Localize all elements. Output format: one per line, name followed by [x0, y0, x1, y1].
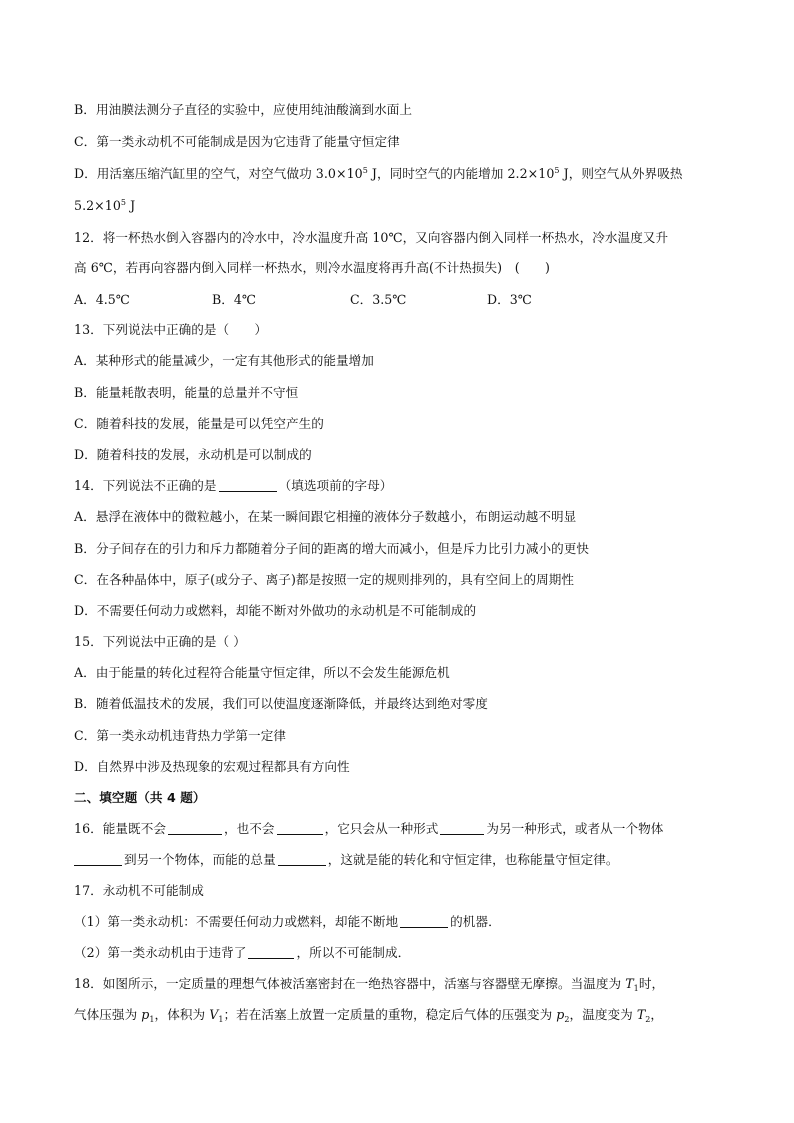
answer-blank — [400, 914, 448, 928]
answer-blank — [278, 852, 326, 866]
q17-stem: 17．永动机不可能制成 — [74, 883, 204, 898]
q16-line1: 16．能量既不会 ，也不会 ，它只会从一种形式 为另一种形式，或者从一个物体 — [74, 821, 664, 836]
q13-option-c: C．随着科技的发展，能量是可以凭空产生的 — [74, 416, 324, 431]
q12-option-c: C．3.5℃ — [350, 292, 407, 307]
q14-option-d: D．不需要任何动力或燃料，却能不断对外做功的永动机是不可能制成的 — [74, 603, 477, 618]
q16-line2: 到另一个物体，而能的总量 ，这就是能的转化和守恒定律，也称能量守恒定律。 — [74, 850, 724, 870]
q18-line1: 18．如图所示，一定质量的理想气体被活塞密封在一绝热容器中，活塞与容器壁无摩擦。当温度为 $T_1$时， — [74, 976, 665, 993]
q13-stem: 13．下列说法中正确的是（ ） — [74, 322, 268, 337]
q12-option-b: B．4℃ — [212, 292, 256, 307]
answer-blank — [219, 478, 277, 492]
section-heading-fill-in: 二、填空题（共 4 题） — [74, 790, 206, 805]
q18-line2: 气体压强为 $p_1$，体积为 $V_1$；若在活塞上放置一定质量的重物，稳定后气体的压强变为 $p_2$，温度变为 $T_2$， — [74, 1007, 664, 1024]
q12-options — [74, 290, 724, 310]
q13-option-d: D．随着科技的发展，永动机是可以制成的 — [74, 447, 312, 462]
q14-option-c: C．在各种晶体中，原子(或分子、离子)都是按照一定的规则排列的，具有空间上的周期性 — [74, 572, 575, 587]
q15-option-a: A．由于能量的转化过程符合能量守恒定律，所以不会发生能源危机 — [74, 665, 450, 680]
q15-option-b: B．随着低温技术的发展，我们可以使温度逐渐降低，并最终达到绝对零度 — [74, 696, 488, 711]
q11-option-d-cont: $5.2\times 10^5$ J — [74, 198, 136, 213]
q14-stem: 14．下列说法不正确的是 （填选项前的字母） — [74, 478, 393, 493]
q14-option-b: B．分子间存在的引力和斥力都随着分子间的距离的增大而减小，但是斥力比引力减小的更快 — [74, 541, 590, 556]
answer-blank — [74, 852, 122, 866]
q11-option-d: D．用活塞压缩汽缸里的空气，对空气做功 $3.0\times 10^5$ J，同时空气的内能增加 $2.2\times 10^5$ J，则空气从外界吸热 — [74, 166, 683, 181]
q13-option-b: B．能量耗散表明，能量的总量并不守恒 — [74, 385, 299, 400]
answer-blank — [168, 821, 222, 835]
q11-option-b: B．用油膜法测分子直径的实验中，应使用纯油酸滴到水面上 — [74, 102, 413, 117]
q12-option-d: D．3℃ — [487, 292, 532, 307]
q15-stem: 15．下列说法中正确的是（ ） — [74, 634, 246, 649]
q14-option-a: A．悬浮在液体中的微粒越小，在某一瞬间跟它相撞的液体分子数越小，布朗运动越不明显 — [74, 509, 577, 524]
answer-blank — [440, 821, 484, 835]
q13-option-a: A．某种形式的能量减少，一定有其他形式的能量增加 — [74, 353, 374, 368]
answer-blank — [277, 821, 323, 835]
q17-sub2: （2）第一类永动机由于违背了 ，所以不可能制成． — [74, 945, 411, 960]
q12-stem-line2: 高 6℃，若再向容器内倒入同样一杯热水，则冷水温度将再升高(不计热损失) ( ) — [74, 260, 550, 275]
q17-sub1: （1）第一类永动机：不需要任何动力或燃料，却能不断地 的机器． — [74, 914, 501, 929]
q12-stem-line1: 12．将一杯热水倒入容器内的冷水中，冷水温度升高 10℃，又向容器内倒入同样一杯热水，冷水温度又升 — [74, 230, 669, 245]
answer-blank — [248, 945, 294, 959]
q11-option-c: C．第一类永动机不可能制成是因为它违背了能量守恒定律 — [74, 134, 400, 149]
q15-option-d: D．自然界中涉及热现象的宏观过程都具有方向性 — [74, 759, 350, 774]
q12-option-a: A．4.5℃ — [74, 292, 130, 307]
q15-option-c: C．第一类永动机违背热力学第一定律 — [74, 728, 286, 743]
